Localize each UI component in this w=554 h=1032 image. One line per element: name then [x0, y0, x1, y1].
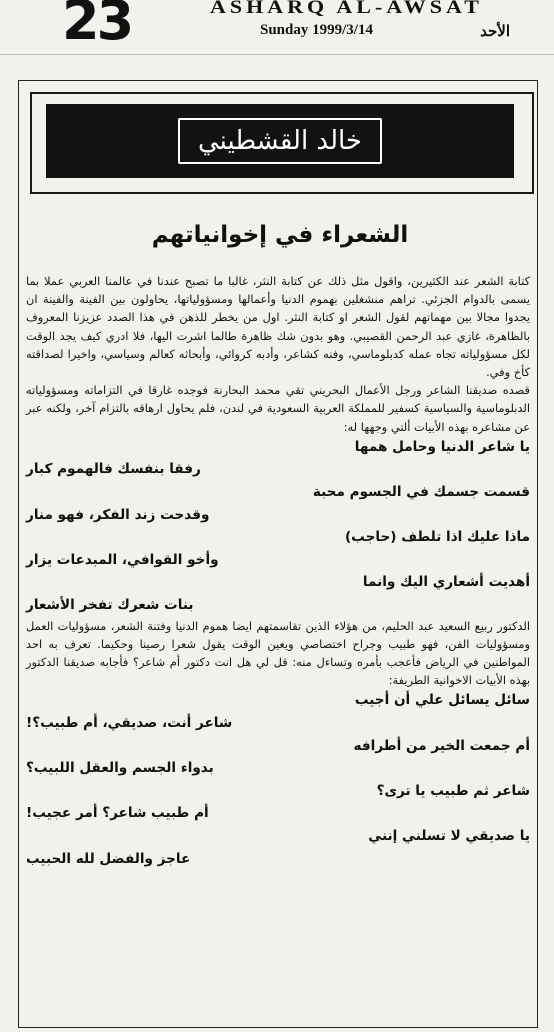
masthead-rule: [0, 54, 554, 55]
poem-2-line: بدواء الجسم والعقل اللبيب؟: [26, 760, 214, 777]
day-arabic: الأحد: [480, 24, 510, 40]
poem-1: [26, 436, 530, 617]
poem-2-line: يا صديقي لا تسلني إنني: [368, 827, 530, 844]
byline-box: [30, 92, 534, 194]
poem-1-line: بنات شعرك تفخر الأشعار: [26, 596, 194, 613]
poem-2-line: أم طبيب شاعر؟ أمر عجيب!: [26, 805, 209, 822]
page-number: 23: [62, 0, 132, 52]
article-headline: الشعراء في إخوانياتهم: [151, 222, 409, 248]
paragraph-2: قصده صديقنا الشاعر ورجل الأعمال البحريني تقي محمد البحارنة فوجده غارقا في التزاماته ومسؤولياته الدبلوماسية والسياسية كسفير للمملكة العربية السعودية في لندن، فلم يحاول ارهاقه بالتزام آخر، ولكنه عبر عن مشاعره بهذه الأبيات ألتي وجهها له:: [26, 383, 530, 434]
poem-1-line: وأخو القوافي، المبدعات يزار: [26, 551, 219, 568]
poem-2-line: شاعر ثم طبيب يا ترى؟: [376, 782, 530, 799]
poem-1-line: رفقا بنفسك فالهموم كبار: [26, 461, 201, 478]
paragraph-1: كتابة الشعر عند الكثيرين، واقول مثل ذلك عن كتابة النثر، غالبا ما تصبح عندنا في عالمنا العربي عملا بما يسمى بالدوام الجزئي. تراهم منشغلين بهموم الدنيا وأعمالها ومسؤولياتها، يحاولون بين الفينة والفينة ان يجدوا مجالا بين مهماتهم لقول الشعر او كتابة النثر. اول من يخطر للذهن في هذا الصدد عزيزنا المعروف بالظاهرة، غازي عبد الرحمن القصيبي. وهو بدون شك ظاهرة طالما اشرت اليها، فلا ادري كيف يجد الوقت لكل مسؤولياته تجاه عمله كدبلوماسي، وفنه كشاعر، وأدبه كروائي، وأبحاثه كعالم وسياسي، واخيرا لصداقته كأخ وفي.: [26, 274, 530, 380]
poem-1-line: يا شاعر الدنيا وحامل همها: [354, 438, 530, 455]
poem-1-line: وقدحت زند الفكر، فهو منار: [26, 506, 210, 523]
poem-1-line: ماذا عليك اذا تلطف (حاجب): [344, 529, 530, 546]
poem-2-line: شاعر أنت، صديقي، أم طبيب؟!: [26, 714, 233, 731]
poem-1-line: أهديت أشعاري اليك وانما: [362, 574, 530, 591]
poem-1-line: قسمت جسمك في الجسوم محبة: [312, 484, 530, 501]
poem-2-line: عاجز والفضل لله الحبيب: [26, 850, 191, 867]
poem-2-line: أم جمعت الخير من أطرافه: [353, 737, 530, 754]
poem-2: [26, 689, 530, 870]
poem-2-line: سائل يسائل علي أن أجيب: [354, 692, 530, 709]
byline-banner: [46, 104, 514, 178]
author-name: خالد القشطيني: [178, 118, 382, 164]
dateline: [260, 22, 510, 41]
paragraph-3: الدكتور ربيع السعيد عبد الحليم، من هؤلاء الذين تقاسمتهم ايضا هموم الدنيا وفتنة الشعر، مسؤوليات العمل ومسؤوليات الفن، فهو طبيب وجراح اختصاصي ويعين الوقت يقول شعرا رصينا وحكيما. تعرف به احد المواطنين في الرياض فأعجب بأمره وتساءل منه: قل لي هل انت دكتور أم شاعر؟ فأجابه صديقنا الدكتور بهذه الأبيات الاخوانية الطريفة:: [26, 618, 530, 688]
article-body: [26, 272, 530, 870]
date-english: Sunday 1999/3/14: [260, 22, 373, 38]
newspaper-name: ASHARQ AL-AWSAT: [210, 0, 483, 18]
masthead: [0, 0, 554, 56]
